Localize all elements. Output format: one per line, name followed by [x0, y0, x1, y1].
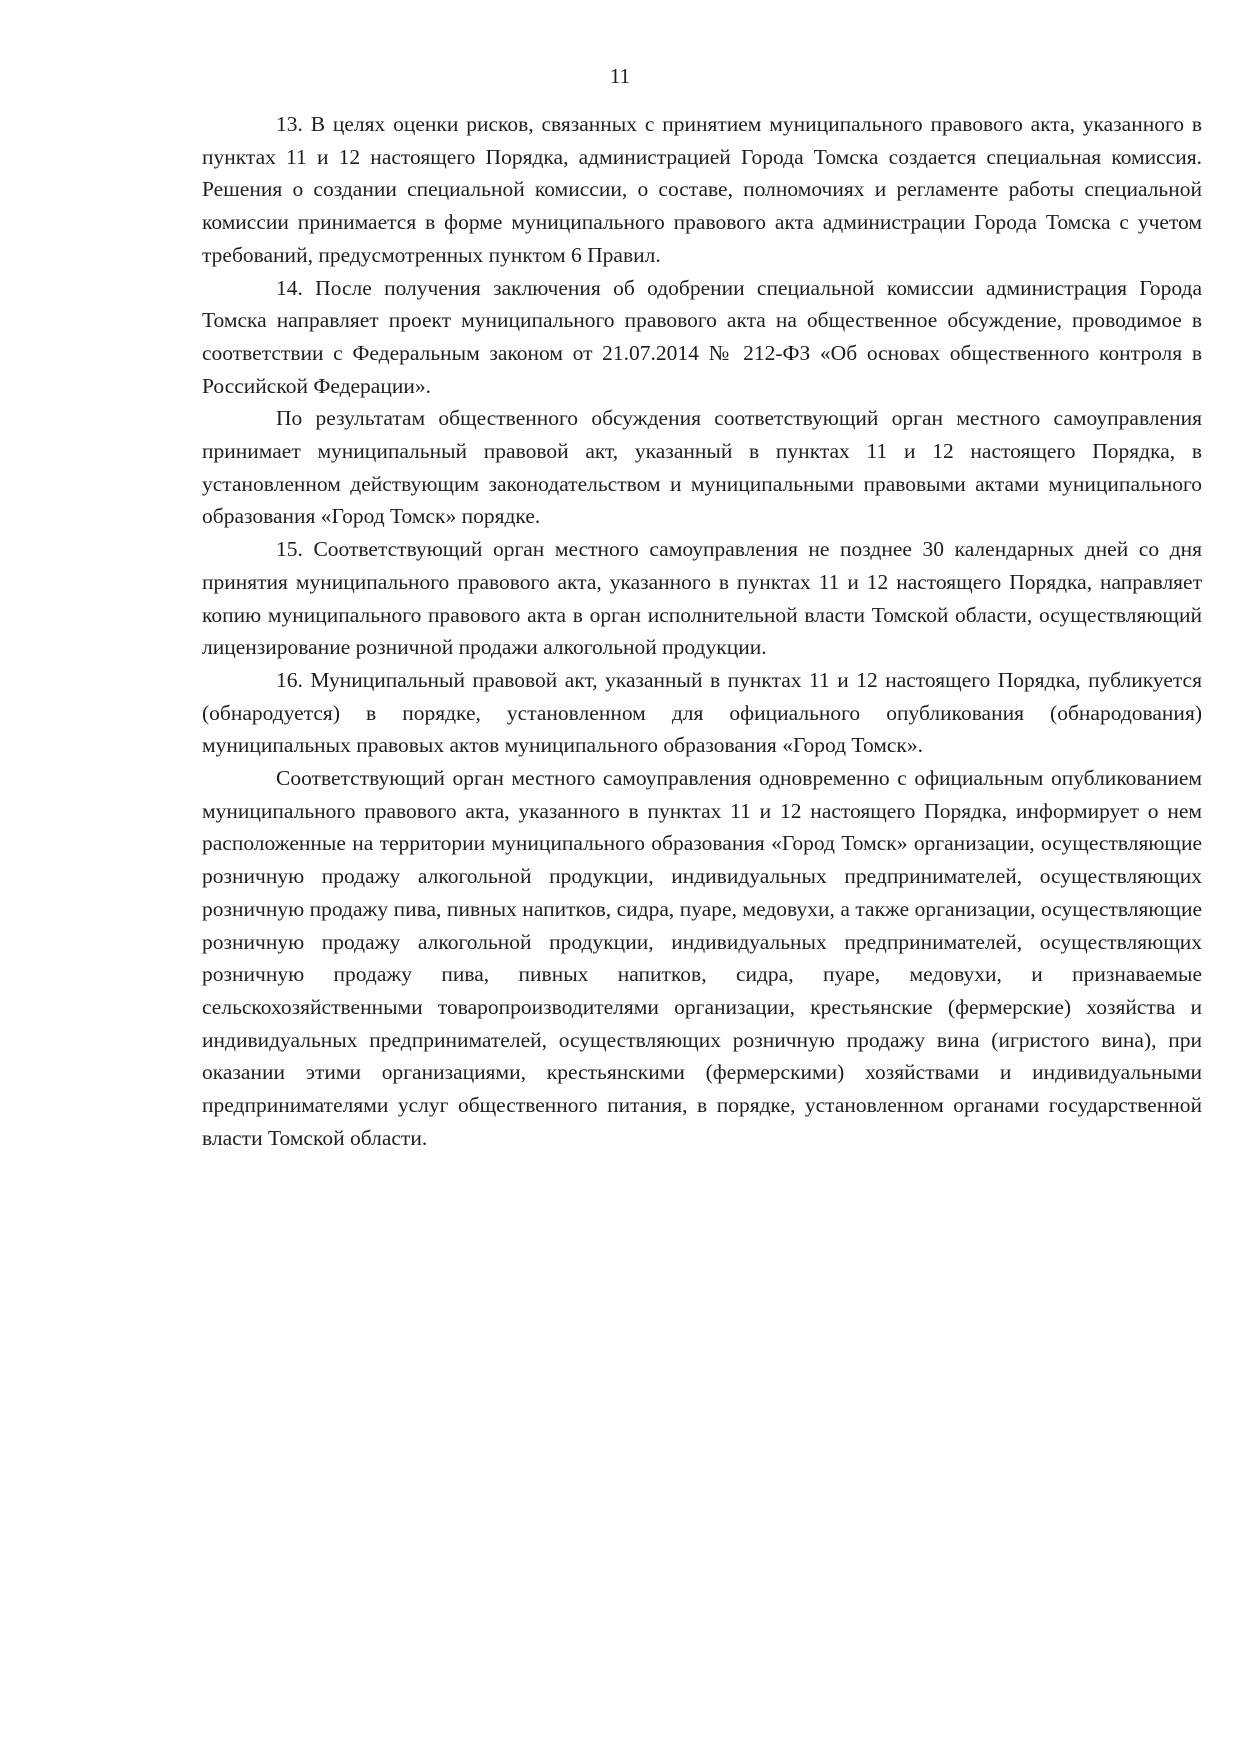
paragraph-14-discussion-results: По результатам общественного обсуждения соответствующий орган местного самоуправления принимает муниципальный правовой акт, указанный в пунктах 11 и 12 настоящего Порядка, в установленном действующим законодательством и муниципальными правовыми актами муниципального образования «Город Томск» порядке. [202, 406, 1202, 529]
paragraph-16-notification: Соответствующий орган местного самоуправления одновременно с официальным опубликованием муниципального правового акта, указанного в пунктах 11 и 12 настоящего Порядка, информирует о нем расположенные на территории муниципального образования «Город Томск» организации, осуществляющие розничную продажу алкогольной продукции, индивидуальных предпринимателей, осуществляющих розничную продажу пива, пивных напитков, сидра, пуаре, медовухи, а также организации, осуществляющие розничную продажу алкогольной продукции, индивидуальных предпринимателей, осуществляющих розничную продажу пива, пивных напитков, сидра, пуаре, медовухи, и признаваемые сельскохозяйственными товаропроизводителями организации, крестьянские (фермерские) хозяйства и индивидуальных предпринимателей, осуществляющих розничную продажу вина (игристого вина), при оказании этими организациями, крестьянскими (фермерскими) хозяйствами и индивидуальными предпринимателями услуг общественного питания, в порядке, установленном органами государственной власти Томской области. [202, 766, 1202, 1150]
paragraph-13: 13. В целях оценки рисков, связанных с принятием муниципального правового акта, указанного в пунктах 11 и 12 настоящего Порядка, администрацией Города Томска создается специальная комиссия. Решения о создании специальной комиссии, о составе, полномочиях и регламенте работы специальной комиссии принимается в форме муниципального правового акта администрации Города Томска с учетом требований, предусмотренных пунктом 6 Правил. [202, 112, 1202, 267]
page-number: 11 [609, 64, 631, 88]
paragraph-14: 14. После получения заключения об одобрении специальной комиссии администрация Города Томска направляет проект муниципального правового акта на общественное обсуждение, проводимое в соответствии с Федеральным законом от 21.07.2014 № 212-ФЗ «Об основах общественного контроля в Российской Федерации». [202, 275, 1202, 398]
paragraph-16: 16. Муниципальный правовой акт, указанный в пунктах 11 и 12 настоящего Порядка, публикуется (обнародуется) в порядке, установленном для официального опубликования (обнародования) муниципальных правовых актов муниципального образования «Город Томск». [202, 667, 1202, 758]
paragraph-15: 15. Соответствующий орган местного самоуправления не позднее 30 календарных дней со дня принятия муниципального правового акта, указанного в пунктах 11 и 12 настоящего Порядка, направляет копию муниципального правового акта в орган исполнительной власти Томской области, осуществляющий лицензирование розничной продажи алкогольной продукции. [202, 537, 1202, 660]
document-body [202, 108, 1202, 1155]
